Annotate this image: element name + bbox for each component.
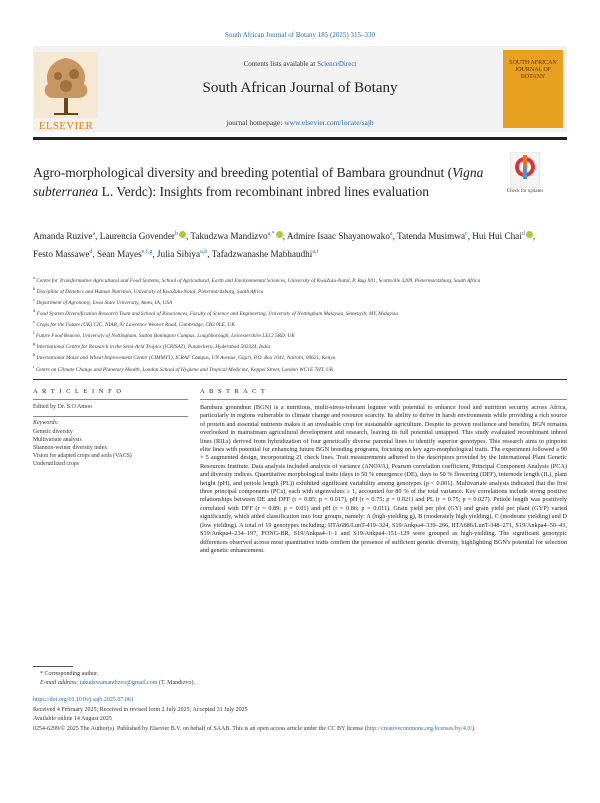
author[interactable]	[97, 249, 157, 259]
doi-link[interactable]: https://doi.org/10.1016/j.sajb.2025.07.061	[33, 697, 134, 703]
affiliation-text: Discipline of Dietetics and Human Nutrition, University of KwaZulu-Natal, Pietermaritzburg, South Africa	[36, 288, 264, 295]
author-affiliation-mark[interactable]: d	[89, 249, 93, 256]
author-affiliation-mark[interactable]: d	[521, 231, 525, 237]
affiliation-list	[33, 274, 573, 374]
available-online: Available online 14 August 2025	[33, 716, 112, 722]
author-separator: ,	[282, 231, 286, 242]
affiliation-text: Department of Agronomy, Iowa State University, Ames, IA, USA	[36, 299, 173, 306]
affiliation	[33, 351, 573, 362]
author-affiliation-mark[interactable]: b	[174, 231, 178, 237]
orcid-icon[interactable]	[276, 231, 283, 238]
license-statement	[33, 725, 567, 734]
article-info-divider	[33, 399, 188, 400]
orcid-icon[interactable]	[526, 231, 533, 238]
affiliation-key: d	[33, 308, 36, 314]
affiliation	[33, 318, 573, 329]
article-info-heading: A R T I C L E I N F O	[33, 388, 123, 395]
affiliation	[33, 307, 573, 318]
author[interactable]	[397, 231, 472, 241]
author[interactable]	[212, 249, 318, 259]
author[interactable]	[33, 249, 95, 259]
license-end: ).	[472, 726, 476, 732]
affiliation	[33, 285, 573, 296]
contents-line	[110, 60, 490, 68]
author-affiliation-mark[interactable]: a	[389, 231, 393, 237]
affiliation-key: a	[33, 275, 35, 280]
article-title-species: Vigna subterranea	[33, 165, 484, 199]
affiliation-text: Food System Diversification Research Team and School of Biosciences, Faculty of Science and Engineering, University of Nottingham Malaysia, Semenyih, MY, Malaysia	[36, 310, 399, 317]
author-separator: ,	[467, 231, 473, 242]
author-name[interactable]: Admire Isaac Shayanowako	[286, 231, 390, 242]
author-affiliation-mark[interactable]: e,f,g	[141, 249, 153, 256]
author[interactable]	[472, 231, 535, 241]
affiliation	[33, 274, 573, 285]
elsevier-tree-logo-icon[interactable]	[34, 52, 98, 130]
author-name[interactable]: Hui Hui Chai	[472, 231, 522, 242]
abstract-heading: A B S T R A C T	[200, 388, 267, 395]
section-divider	[33, 379, 567, 380]
footnote-divider	[33, 666, 73, 667]
keyword-item: Multivariate analysis	[33, 437, 82, 444]
author[interactable]	[33, 231, 100, 241]
homepage-link[interactable]: www.elsevier.com/locate/sajb	[284, 118, 374, 127]
author-name[interactable]: Sean Mayes	[97, 249, 142, 260]
keyword-list	[33, 428, 193, 468]
affiliation-text: Centre on Climate Change and Planetary Health, London School of Hygiene and Tropical Medicine, Keppel Street, London WC1E 7HT, UK	[35, 366, 334, 373]
author-affiliation-mark[interactable]: a	[92, 231, 96, 237]
check-for-updates-icon[interactable]	[510, 152, 540, 188]
author-separator: ,	[95, 231, 100, 242]
orcid-icon[interactable]	[179, 231, 186, 238]
affiliation-text: Future Food Beacon, University of Nottingham, Sutton Bonington Campus, Loughborough, Leicestershire LE12 5RD, UK	[35, 333, 295, 340]
affiliation-text: Centre for Transformative Agricultural and Food Systems, School of Agricultural, Earth and Environmental Sciences, University of KwaZulu-Natal, P. Bag X01, Scottsville 3209, Pietermaritzburg, South Africa	[36, 277, 481, 284]
author-affiliation-mark[interactable]: c	[465, 231, 468, 237]
author-name[interactable]: Amanda Ruzive	[33, 231, 93, 242]
affiliation-text: International Maize and Wheat Improvement Center (CIMMYT), ICRAF Campus, UN Avenue, Gigiri, P.O. Box 1041, Nairobi, 00621, Kenya	[36, 355, 336, 362]
article-title-part1: Agro-morphological diversity and breeding potential of Bambara groundnut (	[33, 165, 453, 180]
article-title-part2: L. Verdc): Insights from recombinant inbred lines evaluation	[98, 184, 430, 199]
author-name[interactable]: Tafadzwanashe Mabhaudhi	[211, 249, 313, 260]
author-name[interactable]: Julia Sibiya	[156, 249, 201, 260]
author[interactable]	[287, 231, 397, 241]
email-suffix: (T. Mandizvo).	[157, 680, 195, 686]
author-affiliation-mark[interactable]: a,i	[312, 249, 319, 256]
check-for-updates-label[interactable]: Check for updates	[506, 189, 544, 194]
abstract-text: Bambara groundnut (BGN) is a nutritious, multi-stress-tolerant legume with potential to enhance food and nutrition security across Africa, particularly in regions vulnerable to climate change and resource scarcity. Its ability to thrive in harsh environments while providing a rich source of protein and essential nutrients makes it an invaluable crop for sustainable agriculture. Despite its proven resilience and benefits, BGN remains overlooked in mainstream agricultural development and research, leaving its full potential untapped. This study evaluated recombinant inbred lines (RILs) derived from hybridization of four genetically diverse parental lines to identify superior genotypes. This research aims to pinpoint elite lines with potential for enhancing future BGN breeding programs, focusing on key agro-morphological traits. The experiment followed a 90 × 5 augmented design, incorporating 21 check lines. Trait measurements adhered to the descriptors provided by the International Plant Genetic Resources Institute. Data analysis included analysis of variance (ANOVA), Pearson correlation coefficient, Principal Component Analysis (PCA) and diversity indices. Quantitative morphological traits (days to 50 % emergence (DE), days to 50 % flowering (DFF), internode length (IL), plant height (pH), and petiole length (PL)) exhibited significant variability among genotypes (p < 0.001). Multivariate analysis indicated that the first three principal components (PCs), each with eigenvalues ≥ 1, accounted for 80 % of the total variance. Key correlations include strong positive relationships between DE and DFF (r = 0.85; p = 0.017), pH (r = 0.75; p = 0.021) and PL (r = 0.75; p = 0.027). Petiole length was positively correlated with DFF (r = 0.89; p = 0.01) and pH (r = 0.86; p = 0.011). Grain yield per plot (GY) and grain yield per plant (GYP) varied significantly, which aided classification into four groups, namely: A (high-yielding g), B (moderately high yielding), C (moderate yielding) and D (low yielding). A total of 19 genotypes including; IITA686/LunT-419–324, S19/Ankpa4–339–266, IITA686/LunT-348–271, S19/Ankpa4–50–43, S19/Ankpa4–234–197, PONG-BR, S19/Ankpa4–1–1 and S19/Ankpa4–151–129 were grouped as high-yielding. The significant genotypic differences observed across most quantitative traits confirm the presence of sufficient genetic diversity, highlighting BGN's potential for selection and genetic enhancement.	[200, 404, 567, 554]
keywords-label: Keywords:	[33, 420, 59, 426]
author-separator: ,	[92, 249, 95, 260]
affiliation	[33, 296, 573, 307]
homepage-prefix: journal homepage:	[226, 118, 285, 127]
received-dates: Received 4 February 2025; Received in revised form 2 July 2025; Accepted 31 July 2025	[33, 707, 248, 713]
affiliation-text: International Centre for Research in the Semi-Arid Tropics (ICRISAT), Patancheru, Hyderabad 502324, India	[36, 344, 271, 351]
edited-by: Edited by Dr. S.O Amoo	[33, 404, 93, 410]
journal-title: South African Journal of Botany	[202, 80, 398, 96]
journal-citation[interactable]: South African Journal of Botany 185 (2025) 315–330	[225, 31, 375, 39]
contents-prefix: Contents lists available at	[243, 60, 318, 68]
affiliation-key: b	[33, 286, 36, 292]
affiliation-key: i	[33, 363, 35, 369]
keyword-item: Genetic diversity	[33, 429, 73, 435]
affiliation-key: e	[33, 319, 35, 325]
license-text: 0254-6299/© 2025 The Author(s). Published by Elsevier B.V. on behalf of SAAB. This is an open access article under the CC BY license (	[33, 726, 367, 732]
author-separator: ,	[532, 231, 536, 242]
author-separator: ,	[392, 231, 398, 242]
keyword-item: Shannon-weiner diversity index	[33, 445, 108, 452]
corresponding-author-note: * Corresponding author.	[40, 671, 99, 677]
author-name[interactable]: Laurencia Govender	[99, 231, 175, 242]
author[interactable]	[100, 231, 191, 241]
homepage-line	[110, 118, 490, 127]
author[interactable]	[190, 231, 285, 241]
author-separator: ,	[152, 249, 157, 260]
author-list	[33, 226, 553, 262]
author[interactable]	[157, 249, 212, 259]
keywords-divider	[33, 416, 188, 417]
author-affiliation-mark[interactable]: a,h	[200, 249, 208, 256]
affiliation	[33, 329, 573, 340]
email-link[interactable]: takudzwamandizvo@gmail.com	[79, 680, 158, 686]
keyword-item: Underutilized crops	[33, 461, 79, 468]
author-separator: ,	[185, 231, 191, 242]
affiliation-key: h	[33, 352, 36, 358]
license-link[interactable]: http://creativecommons.org/licenses/by/4.0/	[366, 726, 472, 732]
abstract-divider	[200, 399, 567, 400]
affiliation-key: f	[33, 330, 35, 336]
affiliation-text: Crops for the Future (UK) CIC, NIAB, 93 Lawrence Weaver Road, Cambridge, CB3 0LE, UK	[36, 322, 235, 329]
affiliation-key: c	[33, 297, 35, 303]
journal-cover-title: SOUTH AFRICAN JOURNAL OF BOTANY	[509, 60, 557, 80]
publisher-name: ELSEVIER	[38, 120, 94, 132]
article-title	[33, 163, 493, 201]
affiliation	[33, 363, 573, 374]
author-separator: ,	[207, 249, 212, 260]
author-name[interactable]: Takudzwa Mandizvo	[190, 231, 268, 242]
email-line	[40, 680, 195, 686]
email-label: E-mail address:	[40, 680, 80, 686]
sciencedirect-link[interactable]: ScienceDirect	[317, 60, 357, 68]
author-affiliation-mark[interactable]: a,*	[267, 231, 275, 237]
author-name[interactable]: Tatenda Musimwa	[397, 231, 466, 242]
affiliation	[33, 340, 573, 351]
masthead-divider	[33, 137, 567, 140]
keyword-item: Vision for adapted crops and soils (VACS)	[33, 453, 132, 460]
affiliation-key: g	[33, 341, 36, 347]
author-name[interactable]: Festo Massawe	[33, 249, 90, 260]
